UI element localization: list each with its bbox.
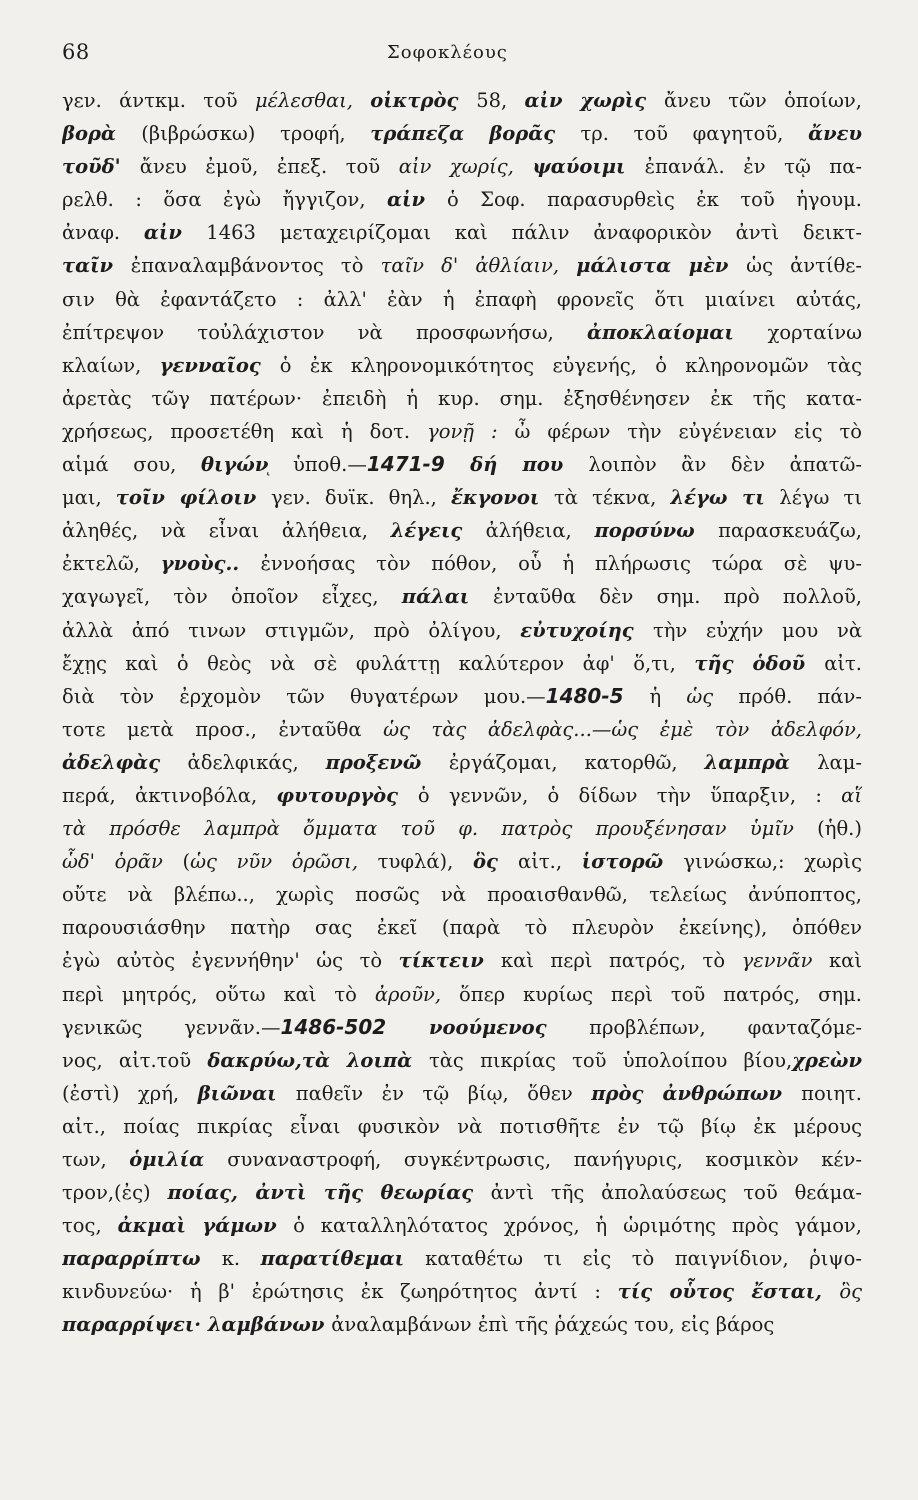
text-segment: ὁ Σοφ. παρασυρθεὶς ἐκ τοῦ ἡγουμ. [447, 188, 862, 212]
text-segment: διὰ τὸν ἐρχομὸν τῶν θυγατέρων μου.— [62, 684, 546, 708]
text-line [62, 183, 862, 216]
lemma: βιῶναι [197, 1081, 296, 1105]
text-segment: αἰτ., [518, 850, 582, 874]
text-line [62, 1011, 862, 1044]
text-line [62, 1077, 862, 1110]
text-segment: ἐκτελῶ, [62, 552, 161, 576]
text-segment: των, [62, 1148, 130, 1171]
lemma: νοούμενος [428, 1015, 590, 1039]
text-line [62, 547, 862, 580]
text-line [62, 878, 862, 911]
lemma: γεννᾶν [741, 949, 829, 973]
lemma: ὡς τὰς ἀδελφὰς...—ὡς ἐμὲ τὸν ἀδελφόν, [383, 717, 862, 741]
lemma: μάλιστα μὲν [576, 254, 747, 278]
text-segment: σιν θὰ ἐφαντάζετο : ἀλλ' ἐὰν ἡ ἐπαφὴ φρονεῖς ὅτι μιαίνει αὐτάς, [62, 287, 862, 311]
lemma: τράπεζα βορᾶς [370, 122, 581, 146]
text-segment: ἀντὶ τῆς ἀπολαύσεως τοῦ θεάμα- [490, 1181, 862, 1205]
text-line [62, 349, 862, 382]
lemma: ἀροῦν, [374, 982, 460, 1006]
lemma: λαμπρὰ [704, 750, 818, 774]
text-line [62, 382, 862, 415]
text-line [62, 779, 862, 812]
text-segment: ἐπανάλ. ἐν τῷ πα- [644, 155, 862, 179]
text-segment: προβλέπων, φανταζόμε- [589, 1015, 862, 1039]
text-line [62, 415, 862, 448]
text-segment: χρήσεως, προσετέθη καὶ ἡ δοτ. [62, 419, 428, 443]
text-segment: πρόθ. πάν- [738, 684, 862, 708]
text-segment: ἐργάζομαι, κατορθῶ, [448, 750, 705, 774]
lemma: πρὸς ἀνθρώπων [591, 1081, 802, 1105]
text-line [62, 680, 862, 713]
lemma: αἰν χωρίς, [398, 155, 533, 179]
lemma: παραρρίπτω [62, 1247, 222, 1271]
lemma: θιγών [200, 453, 269, 477]
text-segment: ρελθ. : ὅσα ἐγὼ ἤγγιζον, [62, 188, 388, 212]
commentary-text [62, 84, 862, 1342]
text-segment: αἱμά σου, [62, 453, 201, 477]
text-line [62, 481, 862, 514]
text-segment: χορταίνω [767, 320, 862, 344]
text-segment: ἀναφ. [62, 221, 144, 245]
text-line [62, 1044, 862, 1077]
text-segment: (βιβρώσκω) τροφή, [141, 122, 371, 146]
text-segment: ὁ ἐκ κληρονομικότητος εὐγενής, ὁ κληρονομῶν τὰς [279, 353, 862, 377]
lemma: τίκτειν [398, 949, 501, 973]
text-segment: ἀναλαμβάνων ἐπὶ τῆς ῥάχεώς του, εἰς βάρος [331, 1313, 775, 1337]
text-line [62, 1242, 862, 1275]
text-line [62, 514, 862, 547]
text-line [62, 117, 862, 150]
text-line [62, 580, 862, 613]
text-segment: παρουσιάσθην πατὴρ σας ἐκεῖ (παρὰ τὸ πλευρὸν ἐκείνης), ὁπόθεν [62, 916, 862, 940]
text-line [62, 746, 862, 779]
text-segment: ὅπερ κυρίως περὶ τοῦ πατρός, σημ. [459, 982, 862, 1006]
text-line [62, 614, 862, 647]
text-segment: (ἐστὶ) χρή, [62, 1081, 198, 1105]
text-segment: αἰτ., ποίας πικρίας εἶναι φυσικὸν νὰ ποτισθῆτε ἐν τῷ βίῳ ἐκ μέρους [62, 1114, 862, 1138]
text-segment: ὡς ἀντίθε- [746, 254, 862, 278]
text-line [62, 84, 862, 117]
lemma: ἱστορῶ [581, 850, 684, 874]
text-segment: 58, [476, 89, 525, 112]
lemma: οἰκτρὸς [370, 89, 477, 112]
text-segment: λαμ- [817, 750, 862, 774]
text-segment: λοιπὸν ἂν δὲν ἀπατῶ- [588, 453, 862, 477]
lemma: πορσύνω [594, 519, 719, 543]
lemma: μέλεσθαι, [254, 89, 371, 112]
lemma: ἔκγονοι [450, 486, 554, 510]
text-segment: καταθέτω τι εἰς τὸ παιγνίδιον, ῥιψο- [425, 1247, 862, 1271]
text-line [62, 283, 862, 316]
lemma: τῆς ὁδοῦ [694, 651, 825, 675]
lemma: γονῇ : [427, 419, 515, 443]
text-segment: 1463 μεταχειρίζομαι καὶ πάλιν ἀναφορικὸν ἀντὶ δεικτ- [206, 221, 862, 245]
lemma: τὰ πρόσθε λαμπρὰ ὄμματα τοῦ φ. πατρὸς προυξένησαν ὑμῖν [62, 817, 818, 841]
text-segment: ἐγὼ αὐτὸς ἐγεννήθην' ὡς τὸ [62, 949, 399, 973]
lemma: αἰν [143, 221, 207, 245]
text-line [62, 216, 862, 249]
page-number: 68 [62, 40, 90, 64]
text-line [62, 1308, 862, 1341]
text-segment: γινώσκω,: χωρὶς [683, 850, 862, 874]
text-segment: περά, ἀκτινοβόλα, [62, 783, 277, 807]
text-segment: γεν. άντκμ. τοῦ [62, 89, 255, 112]
lemma: γενναῖος [159, 353, 280, 377]
text-segment: αἰτ. [824, 651, 862, 675]
text-segment: κλαίων, [62, 353, 160, 377]
text-segment: καὶ [828, 949, 862, 973]
lemma: ὃς [472, 850, 519, 874]
running-title: Σοφοκλέους [387, 42, 508, 63]
text-segment: ἀρετὰς τῶγ πατέρων· ἐπειδὴ ἡ κυρ. σημ. ἐξησθένησεν ἐκ τῆς κατα- [62, 386, 862, 410]
text-segment: ἐπίτρεψον τοὐλάχιστον νὰ προσφωνήσω, [62, 320, 588, 344]
text-segment: ἄνευ ἐμοῦ, ἐπεξ. τοῦ [139, 155, 399, 179]
lemma: παρατίθεμαι [260, 1247, 426, 1271]
text-segment: οὔτε νὰ βλέπω.., χωρὶς ποσῶς νὰ προαισθανθῶ, τελείως ἀνύποπτος, [62, 883, 862, 907]
text-segment: ͅ ὑποθ.— [268, 453, 367, 477]
text-segment: τὴν εὐχήν μου νὰ [652, 618, 862, 642]
lemma: αἰν χωρὶς [524, 89, 664, 112]
verse-reference: 1486-502 [280, 1014, 429, 1039]
text-line [62, 316, 862, 349]
text-segment: περὶ μητρός, οὕτω καὶ τὸ [62, 982, 375, 1006]
text-segment: μαι, [62, 486, 116, 510]
text-segment: ἐννοήσας τὸν πόθον, οὗ ἡ πλήρωσις τώρα σὲ ψυ- [260, 552, 862, 576]
text-segment: τυφλά), [377, 850, 473, 874]
lemma: ἀκμαὶ γάμων [117, 1214, 294, 1238]
text-segment: ἄνευ τῶν ὁποίων, [663, 89, 862, 112]
lemma: γνοὺς.. [160, 552, 261, 576]
text-segment: ἀληθές, νὰ εἶναι ἀλήθεια, [62, 519, 391, 543]
lemma: ὁμιλία [129, 1148, 228, 1171]
text-line [62, 812, 862, 845]
text-segment: γενικῶς γεννᾶν.— [62, 1015, 281, 1039]
text-segment: συναναστροφή, συγκέντρωσις, πανήγυρις, κοσμικὸν κέν- [227, 1148, 862, 1171]
text-segment: τρ. τοῦ φαγητοῦ, [580, 122, 809, 146]
text-segment: ἀλήθεια, [485, 519, 595, 543]
text-segment: παρασκευάζω, [718, 519, 862, 543]
lemma: χρεὼν [792, 1048, 862, 1072]
lemma: ψαύοιμι [532, 155, 645, 179]
text-segment: ἐπαναλαμβάνοντος τὸ [130, 254, 381, 278]
verse-reference: 1480-5 [545, 683, 650, 708]
lemma: ὧδ' ὁρᾶν [62, 850, 183, 874]
text-segment: γεν. δυϊκ. θηλ., [271, 486, 451, 510]
lemma: αἵ [841, 783, 862, 807]
lemma: δακρύω,τὰ λοιπὰ [207, 1048, 429, 1072]
lemma: βορὰ [62, 122, 142, 146]
lemma: ὡς νῦν ὁρῶσι, [190, 850, 378, 874]
lemma: ταῖν δ' ἀθλίαιν, [380, 254, 577, 278]
text-segment: (ἡθ.) [817, 817, 862, 841]
text-segment: κ. [221, 1247, 261, 1271]
lemma: λέγεις [390, 519, 486, 543]
lemma: τοῦδ' [62, 155, 140, 179]
text-line [62, 448, 862, 481]
text-segment: ὁ γεννῶν, ὁ δίδων τὴν ὕπαρξιν, : [417, 783, 842, 807]
text-line [62, 150, 862, 183]
lemma: αἰν [387, 188, 448, 212]
text-line [62, 713, 862, 746]
text-segment: χαγωγεῖ, τὸν ὁποῖον εἶχες, [62, 585, 402, 609]
lemma: τίς οὗτος ἔσται, [617, 1280, 840, 1304]
text-segment: τοτε μετὰ προσ., ἐνταῦθα [62, 717, 384, 741]
text-segment: ἐνταῦθα δὲν σημ. πρὸ πολλοῦ, [493, 585, 862, 609]
text-line [62, 911, 862, 944]
lemma: ποίας, ἀντὶ τῆς θεωρίας [167, 1181, 491, 1205]
lemma: λέγω τι [670, 486, 780, 510]
lemma: ὡς [686, 684, 739, 708]
text-segment: ( [182, 850, 191, 874]
lemma: δή που [470, 453, 589, 477]
text-segment: καὶ περὶ πατρός, τὸ [500, 949, 742, 973]
text-line [62, 978, 862, 1011]
text-segment: τος, [62, 1214, 118, 1238]
text-segment: παθεῖν ἐν τῷ βίῳ, ὅθεν [295, 1081, 592, 1105]
lemma: ἀδελφὰς [62, 750, 188, 774]
text-line [62, 647, 862, 680]
lemma: πάλαι [401, 585, 494, 609]
text-segment: τὰ τέκνα, [554, 486, 671, 510]
lemma: προξενῶ [325, 750, 449, 774]
lemma: παραρρίψει· λαμβάνων [62, 1313, 332, 1337]
lemma: ταῖν [62, 254, 131, 278]
text-segment: ὦ φέρων τὴν εὐγένειαν εἰς τὸ [514, 419, 862, 443]
text-segment: ἀλλὰ ἀπό τινων στιγμῶν, πρὸ ὀλίγου, [62, 618, 521, 642]
text-segment: ἀδελφικάς, [187, 750, 326, 774]
text-line [62, 1209, 862, 1242]
text-segment: λέγω τι [779, 486, 862, 510]
text-segment: ποιητ. [801, 1081, 862, 1105]
lemma: ἄνευ [808, 122, 862, 146]
verse-reference: 1471-9 [366, 452, 471, 477]
lemma: ἀποκλαίομαι [587, 320, 768, 344]
text-segment: νος, αἰτ.τοῦ [62, 1048, 208, 1072]
lemma: ὃς [839, 1280, 862, 1304]
lemma: εὐτυχοίης [520, 618, 653, 642]
text-line [62, 944, 862, 977]
text-line [62, 1143, 862, 1176]
lemma: φυτουργὸς [276, 783, 418, 807]
text-line [62, 1110, 862, 1143]
text-segment: τρον,(ἐς) [62, 1181, 168, 1205]
text-segment: κινδυνεύω· ἡ β' ἐρώτησις ἐκ ζωηρότητος ἀντί : [62, 1280, 618, 1304]
text-segment: ὁ καταλληλότατος χρόνος, ἡ ὡριμότης πρὸς γάμον, [293, 1214, 862, 1238]
text-segment: ἔχῃς καὶ ὁ θεὸς νὰ σὲ φυλάττῃ καλύτερον ἀφ' ὅ,τι, [62, 651, 695, 675]
text-line [62, 249, 862, 282]
text-segment: τὰς πικρίας τοῦ ὑπολοίπου βίου, [428, 1048, 793, 1072]
page-header [62, 40, 862, 70]
text-line [62, 1176, 862, 1209]
lemma: τοῖν φίλοιν [115, 486, 272, 510]
text-segment: ἡ [649, 684, 687, 708]
text-line [62, 845, 862, 878]
text-line [62, 1275, 862, 1308]
